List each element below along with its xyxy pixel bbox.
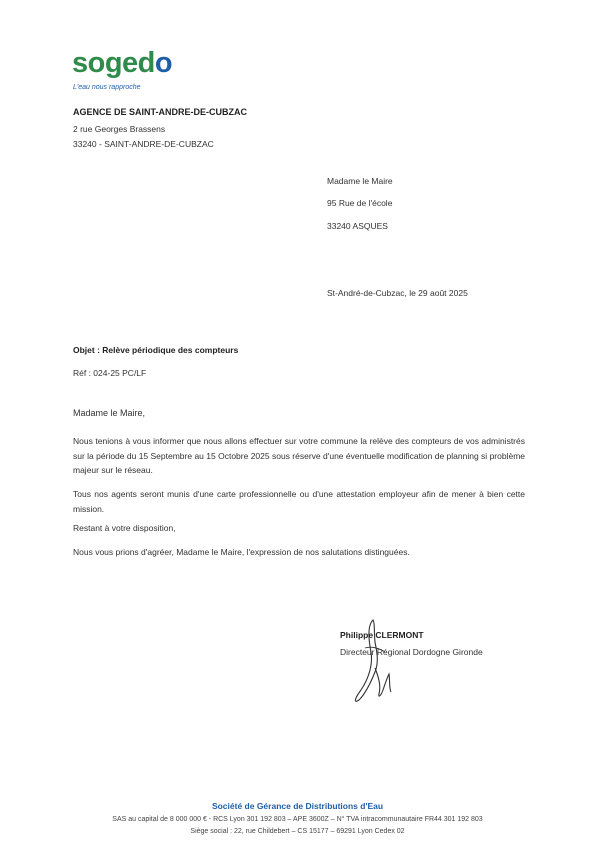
- body-paragraph-4: Nous vous prions d'agréer, Madame le Maire, l'expression de nos salutations distinguées.: [73, 547, 410, 557]
- body-paragraph-3: Restant à votre disposition,: [73, 523, 176, 533]
- body-paragraph-2: Tous nos agents seront munis d'une carte professionnelle ou d'une attestation employeur afin de mener à bien cette mission.: [73, 489, 525, 514]
- handwritten-signature: [345, 612, 415, 712]
- logo-tagline: L'eau nous rapproche: [73, 84, 141, 91]
- company-logo: [72, 46, 172, 80]
- recipient-city: 33240 ASQUES: [327, 221, 388, 231]
- letter-reference: Réf : 024-25 PC/LF: [73, 368, 147, 378]
- date-line: St-André-de-Cubzac, le 29 août 2025: [327, 288, 468, 298]
- letter-subject: Objet : Relève périodique des compteurs: [73, 345, 239, 355]
- footer-address: Siège social : 22, rue Childebert – CS 15177 – 69291 Lyon Cedex 02: [190, 828, 405, 835]
- salutation: Madame le Maire,: [73, 408, 146, 418]
- sender-street: 2 rue Georges Brassens: [73, 124, 166, 134]
- logo-accent-letter: o: [154, 47, 173, 79]
- logo-text: sogedo: [72, 47, 173, 79]
- signatory-name: Philippe CLERMONT: [340, 630, 424, 640]
- recipient-street: 95 Rue de l'école: [327, 198, 393, 208]
- signatory-title: Directeur Régional Dordogne Gironde: [340, 647, 483, 657]
- recipient-name: Madame le Maire: [327, 176, 393, 186]
- footer-legal: SAS au capital de 8 000 000 € - RCS Lyon 301 192 803 – APE 3600Z – N° TVA intracommunautaire FR44 301 192 803: [112, 816, 483, 823]
- sender-agency: AGENCE DE SAINT-ANDRE-DE-CUBZAC: [73, 107, 248, 117]
- sender-city: 33240 - SAINT-ANDRE-DE-CUBZAC: [73, 139, 214, 149]
- footer-company: Société de Gérance de Distributions d'Eau: [211, 801, 384, 811]
- body-paragraph-1: Nous tenions à vous informer que nous allons effectuer sur votre commune la relève des compteurs de vos administrés sur la période du 15 Septembre au 15 Octobre 2025 sous réserve d'une éventuelle modification de planning si problème majeur sur le réseau.: [73, 436, 525, 475]
